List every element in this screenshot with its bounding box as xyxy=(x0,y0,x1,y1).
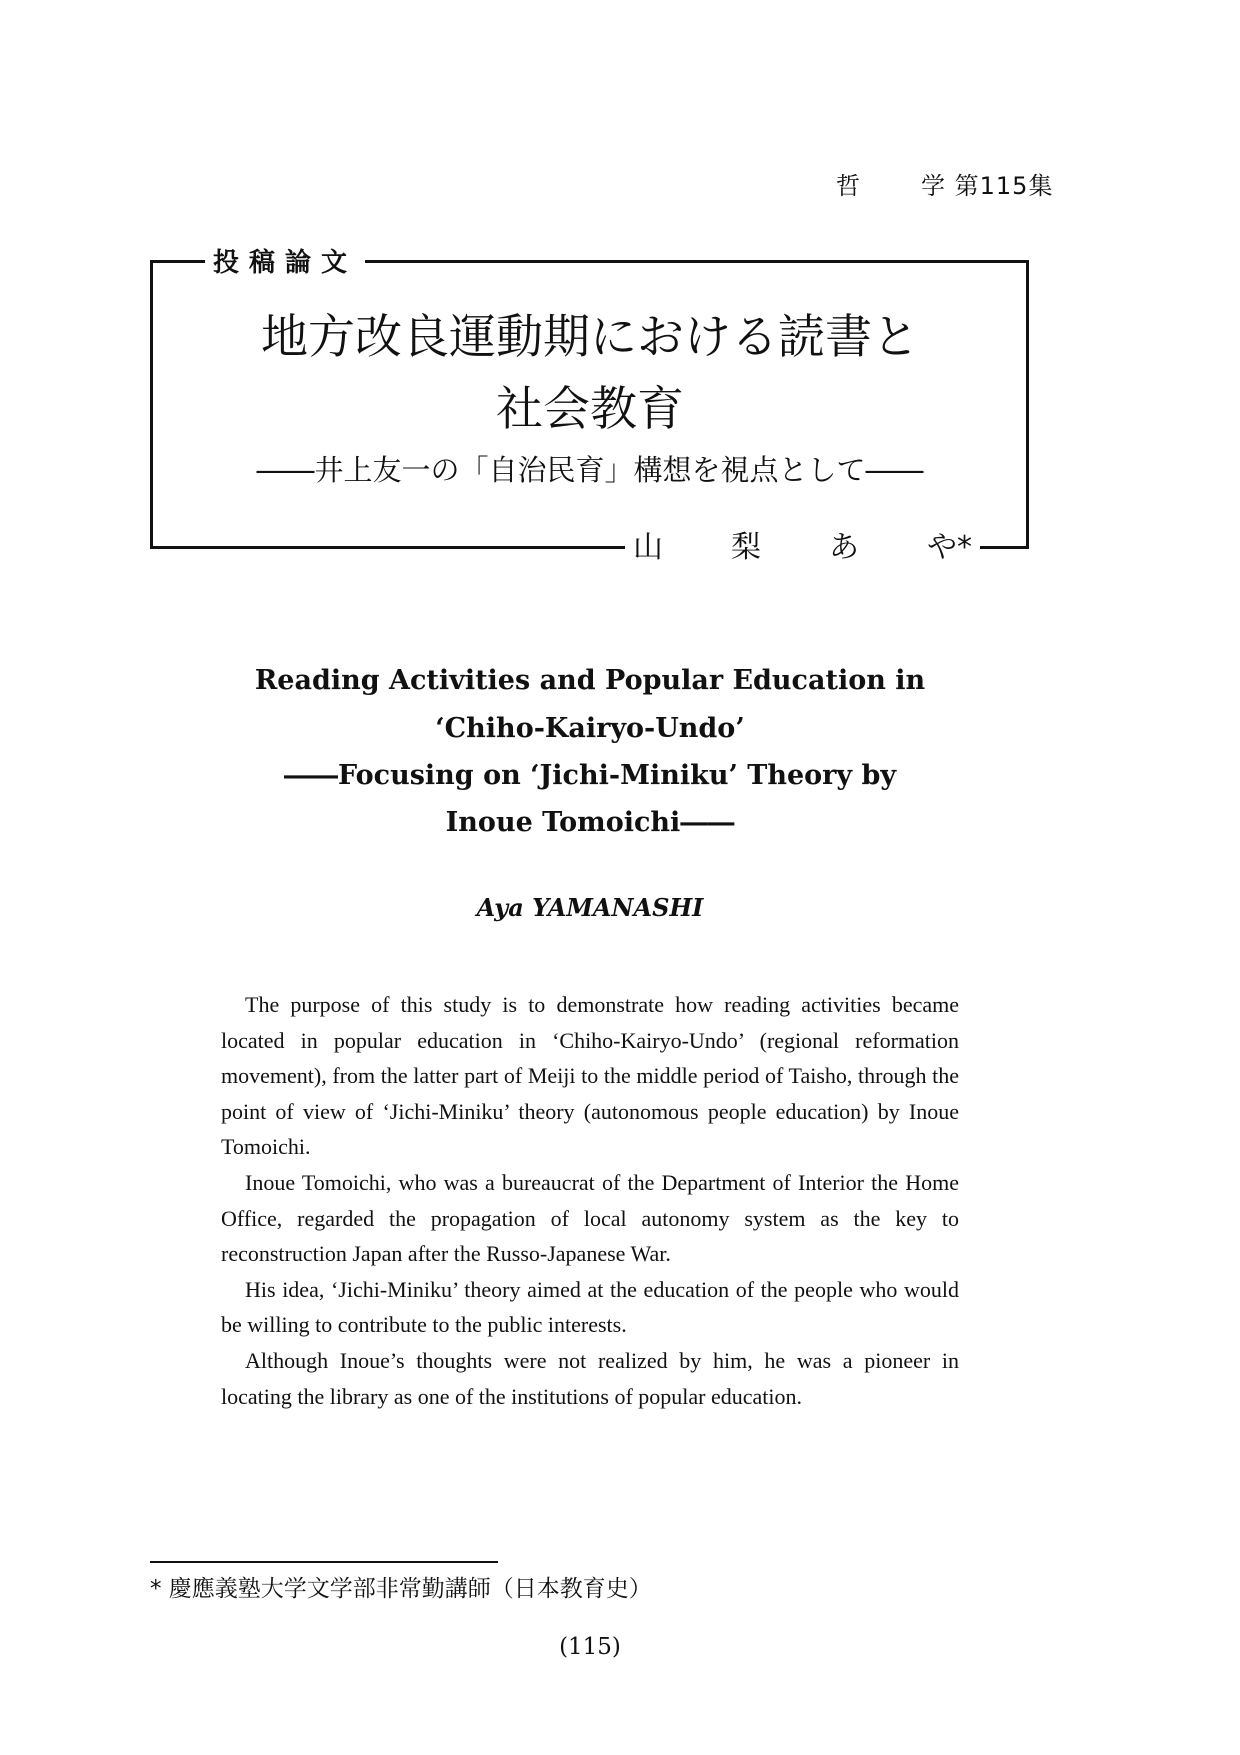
issue-number: 第115集 xyxy=(954,172,1054,200)
english-title-line: ‘Chiho-Kairyo-Undo’ xyxy=(435,713,745,744)
journal-name-part: 学 xyxy=(921,172,946,200)
abstract-paragraph: His idea, ‘Jichi-Miniku’ theory aimed at the education of the people who would be willing to contribute to the public interests. xyxy=(221,1276,959,1338)
japanese-subtitle: ――井上友一の「自治民育」構想を視点として―― xyxy=(256,453,924,487)
japanese-title-line-2: 社会教育 xyxy=(496,382,684,437)
footnote-rule xyxy=(150,1561,498,1563)
abstract-paragraph: The purpose of this study is to demonstrate how reading activities became located in popular education in ‘Chiho-Kairyo-Undo’ (regional reformation movement), from the latter part of Meiji to the middle period of Taisho, through the point of view of ‘Jichi-Miniku’ theory (autonomous people education) by Inoue Tomoichi. xyxy=(221,992,959,1160)
abstract xyxy=(221,987,959,1414)
author-char: あ xyxy=(829,530,859,565)
english-title-line: ――Focusing on ‘Jichi-Miniku’ Theory by xyxy=(283,760,897,791)
japanese-author xyxy=(625,522,980,566)
author-char: 山 xyxy=(633,530,663,565)
abstract-paragraph: Although Inoue’s thoughts were not realized by him, he was a pioneer in locating the library as one of the institutions of popular education. xyxy=(221,1347,959,1409)
journal-name-part: 哲 xyxy=(836,172,861,200)
journal-header xyxy=(836,166,1053,201)
author-char: 梨 xyxy=(731,530,761,565)
page-number: (115) xyxy=(559,1634,621,1660)
footnote: * 慶應義塾大学文学部非常勤講師（日本教育史） xyxy=(150,1576,652,1602)
japanese-title-line-1: 地方改良運動期における読書と xyxy=(261,310,919,365)
english-title-line: Reading Activities and Popular Education in xyxy=(254,665,926,696)
author-char: や* xyxy=(927,530,972,565)
abstract-paragraph: Inoue Tomoichi, who was a bureaucrat of the Department of Interior the Home Office, regarded the propagation of local autonomy system as the key to reconstruction Japan after the Russo-Japanese War. xyxy=(221,1169,959,1267)
english-author: Aya YAMANASHI xyxy=(476,893,704,922)
english-title-line: Inoue Tomoichi―― xyxy=(445,807,735,838)
category-label: 投稿論文 xyxy=(205,242,365,279)
